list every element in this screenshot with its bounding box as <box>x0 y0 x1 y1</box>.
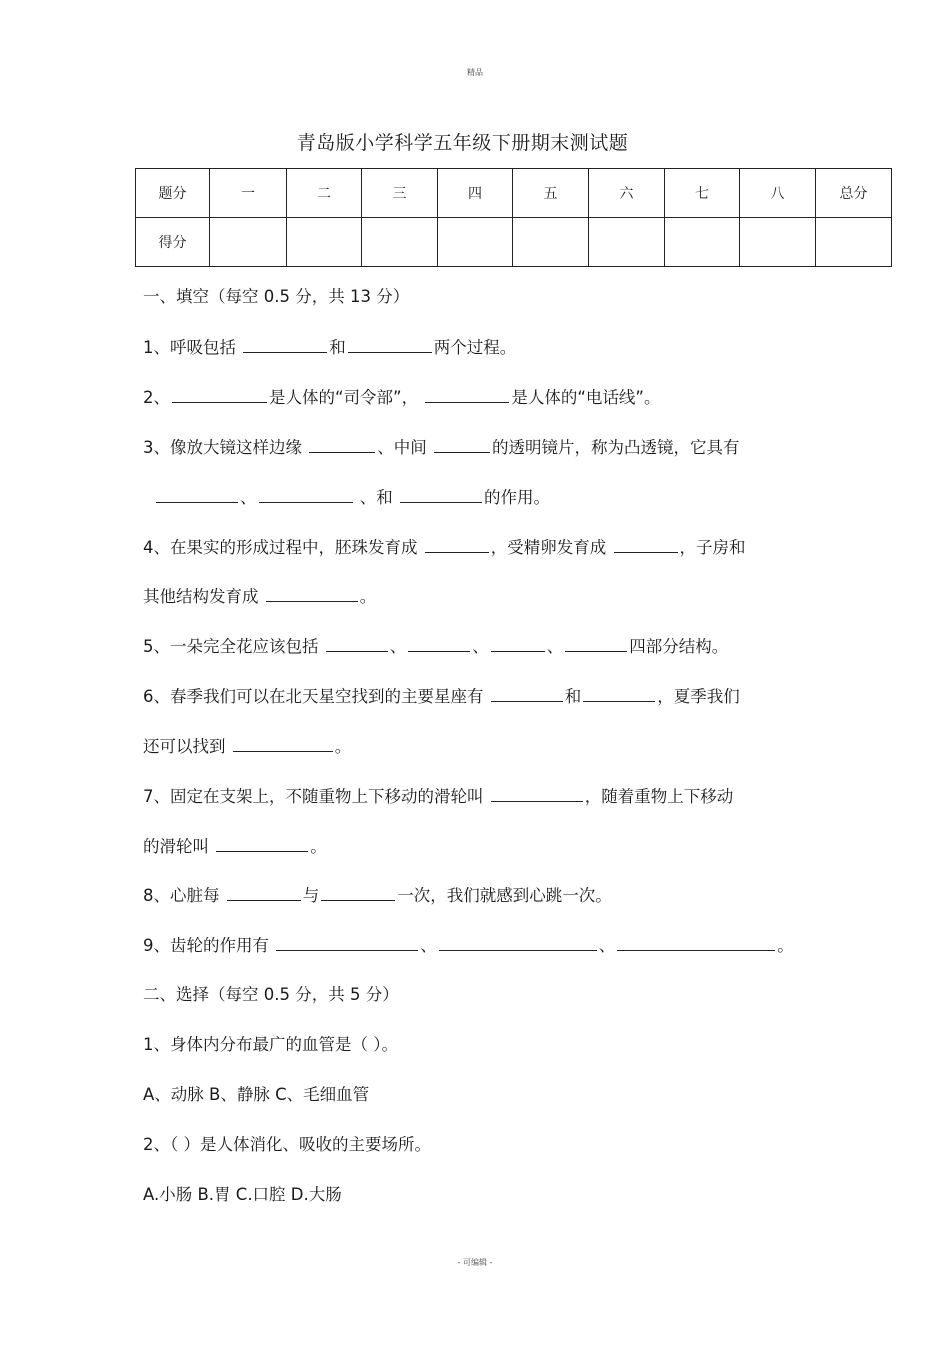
page-header-mark: 精品 <box>467 68 483 77</box>
question-1-3-line-2: 、 、和 的作用。 <box>154 486 550 509</box>
score-cell[interactable] <box>287 218 362 267</box>
question-2-2: 2、（ ）是人体消化、吸收的主要场所。 <box>143 1135 431 1154</box>
score-header-cell: 总分 <box>816 169 892 218</box>
question-1-4-line-2: 其他结构发育成 。 <box>143 587 377 606</box>
answer-blank[interactable] <box>172 386 267 403</box>
score-cell[interactable] <box>438 218 513 267</box>
answer-blank[interactable] <box>259 486 353 503</box>
question-2-1: 1、身体内分布最广的血管是（ ）。 <box>143 1035 398 1054</box>
score-cell[interactable] <box>665 218 740 267</box>
answer-blank[interactable] <box>491 635 545 652</box>
answer-blank[interactable] <box>321 884 395 901</box>
answer-blank[interactable] <box>491 685 563 702</box>
score-header-cell: 七 <box>665 169 740 218</box>
score-header-cell: 二 <box>287 169 362 218</box>
score-cell[interactable] <box>816 218 892 267</box>
question-2-2-options: A.小肠 B.胃 C.口腔 D.大肠 <box>143 1185 342 1204</box>
question-2-1-options: A、动脉 B、静脉 C、毛细血管 <box>143 1085 370 1104</box>
score-cell[interactable] <box>210 218 287 267</box>
score-row-label: 得分 <box>136 218 210 267</box>
score-header-cell: 题分 <box>136 169 210 218</box>
answer-blank[interactable] <box>276 934 418 951</box>
answer-blank[interactable] <box>233 735 333 752</box>
question-1-9: 9、齿轮的作用有 、 、 。 <box>143 936 794 955</box>
score-table-header-row <box>136 169 892 218</box>
answer-blank[interactable] <box>439 934 597 951</box>
answer-blank[interactable] <box>348 336 432 353</box>
score-cell[interactable] <box>740 218 816 267</box>
answer-blank[interactable] <box>617 934 775 951</box>
answer-blank[interactable] <box>425 386 509 403</box>
question-1-7-line-2: 的滑轮叫 。 <box>143 837 327 856</box>
answer-blank[interactable] <box>491 785 583 802</box>
answer-blank[interactable] <box>227 884 301 901</box>
section-heading-fill-blank: 一、填空（每空 0.5 分，共 13 分） <box>143 287 410 306</box>
question-1-6-line-2: 还可以找到 。 <box>143 737 352 756</box>
answer-blank[interactable] <box>565 635 627 652</box>
page-footer-mark: - 可编辑 - <box>457 1258 493 1267</box>
answer-blank[interactable] <box>243 336 327 353</box>
page-title: 青岛版小学科学五年级下册期末测试题 <box>296 132 629 154</box>
score-cell[interactable] <box>362 218 438 267</box>
score-header-cell: 八 <box>740 169 816 218</box>
answer-blank[interactable] <box>266 585 358 602</box>
question-1-5: 5、一朵完全花应该包括 、 、 、 四部分结构。 <box>143 637 729 656</box>
score-header-cell: 五 <box>513 169 589 218</box>
question-1-7-line-1: 7、固定在支架上，不随重物上下移动的滑轮叫 ，随着重物上下移动 <box>143 787 734 806</box>
answer-blank[interactable] <box>216 835 308 852</box>
question-1-8: 8、心脏每 与 一次，我们就感到心跳一次。 <box>143 886 612 905</box>
question-1-2: 2、 是人体的“司令部”， 是人体的“电话线”。 <box>143 388 661 407</box>
answer-blank[interactable] <box>583 685 655 702</box>
answer-blank[interactable] <box>309 436 375 453</box>
question-1-4-line-1: 4、在果实的形成过程中，胚珠发育成 ，受精卵发育成 ，子房和 <box>143 538 746 557</box>
answer-blank[interactable] <box>614 536 678 553</box>
answer-blank[interactable] <box>434 436 490 453</box>
answer-blank[interactable] <box>400 486 482 503</box>
question-1-1: 1、呼吸包括 和 两个过程。 <box>143 338 517 357</box>
section-heading-choice: 二、选择（每空 0.5 分，共 5 分） <box>143 985 399 1004</box>
answer-blank[interactable] <box>326 635 388 652</box>
score-table-score-row <box>136 218 892 267</box>
score-cell[interactable] <box>589 218 665 267</box>
score-header-cell: 三 <box>362 169 438 218</box>
answer-blank[interactable] <box>156 486 238 503</box>
score-header-cell: 六 <box>589 169 665 218</box>
question-1-6-line-1: 6、春季我们可以在北天星空找到的主要星座有 和 ，夏季我们 <box>143 687 740 706</box>
answer-blank[interactable] <box>408 635 470 652</box>
score-cell[interactable] <box>513 218 589 267</box>
answer-blank[interactable] <box>425 536 489 553</box>
score-header-cell: 一 <box>210 169 287 218</box>
score-header-cell: 四 <box>438 169 513 218</box>
score-table <box>135 168 892 267</box>
question-1-3-line-1: 3、像放大镜这样边缘 、中间 的透明镜片，称为凸透镜，它具有 <box>143 438 740 457</box>
